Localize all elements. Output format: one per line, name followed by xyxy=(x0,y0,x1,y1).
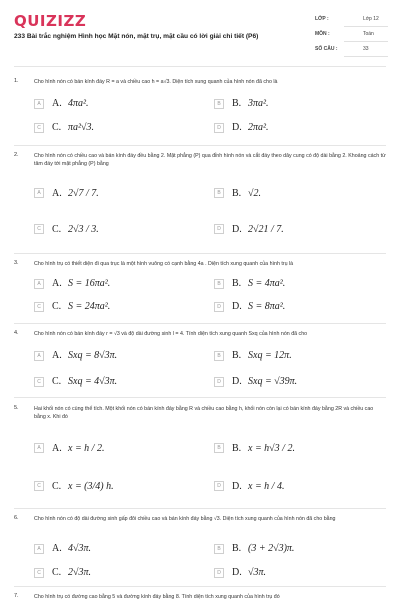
option-letter: B. xyxy=(232,98,242,109)
question-text: Hai khối nón có cùng thể tích. Một khối nón có bán kính đáy bằng R và chiều cao bằng h, khối nón còn lại có bán kính đáy bằng 2R và chiều cao bằng x. Khi đó xyxy=(34,406,374,420)
option-letter: C. xyxy=(52,301,62,312)
meta-key: SỐ CÂU : xyxy=(315,46,338,52)
option-letter: A. xyxy=(52,443,62,454)
option-answer: 3πa². xyxy=(248,98,269,109)
option-answer: S = 4πa². xyxy=(248,278,286,289)
meta-key: MÔN : xyxy=(315,31,330,37)
question-text: Cho hình trụ có đường cao bằng 5 và đường kính đáy bằng 8. Tính diện tích xung quanh của hình trụ đó xyxy=(34,594,280,600)
question-number: 3. xyxy=(14,260,19,266)
header xyxy=(0,0,400,64)
option-answer: S = 8πa². xyxy=(248,301,286,312)
quizizz-logo[interactable]: QUIZIZZ xyxy=(14,12,87,30)
option-answer: 4√3π. xyxy=(68,543,91,554)
option-letter: A. xyxy=(52,350,62,361)
option-box[interactable]: A xyxy=(34,99,44,109)
divider xyxy=(344,26,388,27)
option-box[interactable]: D xyxy=(214,481,224,491)
page-title: 233 Bài trắc nghiệm Hình học Mặt nón, mặt trụ, mặt cầu có lời giải chi tiết (P6) xyxy=(14,33,259,40)
question-text: Cho hình nón có bán kính đáy R = a và chiều cao h = a√3. Diện tích xung quanh của hình nón đã cho là xyxy=(34,79,278,85)
question-number: 1. xyxy=(14,78,19,84)
question-divider xyxy=(14,508,386,509)
option-letter: B. xyxy=(232,188,242,199)
option-answer: S = 16πa². xyxy=(68,278,111,289)
option-answer: 2√3 / 3. xyxy=(68,224,99,235)
option-answer: Sxq = 4√3π. xyxy=(68,376,118,387)
option-letter: C. xyxy=(52,567,62,578)
option-letter: A. xyxy=(52,188,62,199)
option-letter: D. xyxy=(232,122,242,133)
option-box[interactable]: A xyxy=(34,544,44,554)
question-divider xyxy=(14,145,386,146)
option-box[interactable]: B xyxy=(214,279,224,289)
question-divider xyxy=(14,323,386,324)
option-box[interactable]: A xyxy=(34,188,44,198)
option-answer: S = 24πa². xyxy=(68,301,111,312)
option-box[interactable]: C xyxy=(34,302,44,312)
option-answer: 2√3π. xyxy=(68,567,91,578)
option-box[interactable]: B xyxy=(214,188,224,198)
option-letter: D. xyxy=(232,481,242,492)
question-number: 4. xyxy=(14,330,19,336)
question-text: Cho hình trụ có thiết diện đi qua trục là một hình vuông có cạnh bằng 4a . Diện tích xung quanh của hình trụ là xyxy=(34,261,294,267)
question-text: Cho hình nón có độ dài đường sinh gấp đôi chiều cao và bán kính đáy bằng √3. Diện tích xung quanh của hình nón đã cho bằng xyxy=(34,516,336,522)
option-answer: (3 + 2√3)π. xyxy=(248,543,295,554)
option-answer: Sxq = 8√3π. xyxy=(68,350,118,361)
option-box[interactable]: B xyxy=(214,99,224,109)
option-answer: Sxq = 12π. xyxy=(248,350,292,361)
option-letter: C. xyxy=(52,224,62,235)
divider xyxy=(344,41,388,42)
option-letter: B. xyxy=(232,543,242,554)
option-box[interactable]: B xyxy=(214,443,224,453)
option-letter: D. xyxy=(232,301,242,312)
option-box[interactable]: D xyxy=(214,302,224,312)
option-letter: C. xyxy=(52,481,62,492)
option-letter: B. xyxy=(232,443,242,454)
option-letter: B. xyxy=(232,350,242,361)
option-box[interactable]: C xyxy=(34,377,44,387)
question-number: 6. xyxy=(14,515,19,521)
option-answer: x = h / 2. xyxy=(68,443,105,454)
option-box[interactable]: A xyxy=(34,279,44,289)
option-box[interactable]: D xyxy=(214,224,224,234)
question-number: 5. xyxy=(14,405,19,411)
option-box[interactable]: C xyxy=(34,123,44,133)
option-letter: A. xyxy=(52,543,62,554)
meta-value: Toán xyxy=(363,31,374,37)
question-number: 2. xyxy=(14,152,19,158)
question-text: Cho hình nón có chiều cao và bán kính đáy đều bằng 2. Mặt phẳng (P) qua đỉnh hình nón và cắt đáy theo dây cung có độ dài bằng 2. Khoảng cách từ tâm đáy tới mặt phẳng (P) bằng xyxy=(34,153,386,167)
option-box[interactable]: C xyxy=(34,481,44,491)
option-answer: 2πa². xyxy=(248,122,269,133)
option-answer: x = h / 4. xyxy=(248,481,285,492)
option-box[interactable]: B xyxy=(214,351,224,361)
option-letter: D. xyxy=(232,224,242,235)
option-letter: D. xyxy=(232,376,242,387)
option-box[interactable]: D xyxy=(214,568,224,578)
option-answer: √2. xyxy=(248,188,261,199)
option-box[interactable]: D xyxy=(214,123,224,133)
option-box[interactable]: C xyxy=(34,224,44,234)
question-number: 7. xyxy=(14,593,19,599)
option-box[interactable]: A xyxy=(34,351,44,361)
option-answer: x = h√3 / 2. xyxy=(248,443,295,454)
meta-value: Lớp 12 xyxy=(363,16,379,22)
question-divider xyxy=(14,253,386,254)
option-answer: 2√21 / 7. xyxy=(248,224,284,235)
option-letter: A. xyxy=(52,278,62,289)
question-divider xyxy=(14,586,386,587)
option-answer: πa²√3. xyxy=(68,122,94,133)
option-letter: B. xyxy=(232,278,242,289)
option-answer: 2√7 / 7. xyxy=(68,188,99,199)
option-box[interactable]: D xyxy=(214,377,224,387)
question-text: Cho hình nón có bán kính đáy r = √3 và độ dài đường sinh l = 4. Tính diện tích xung quanh Sxq của hình nón đã cho xyxy=(34,331,308,337)
option-box[interactable]: C xyxy=(34,568,44,578)
header-divider xyxy=(14,66,386,67)
meta-value: 33 xyxy=(363,46,369,52)
option-letter: C. xyxy=(52,376,62,387)
option-letter: A. xyxy=(52,98,62,109)
option-letter: D. xyxy=(232,567,242,578)
option-answer: √3π. xyxy=(248,567,266,578)
option-answer: Sxq = √39π. xyxy=(248,376,298,387)
option-letter: C. xyxy=(52,122,62,133)
question-divider xyxy=(14,397,386,398)
divider xyxy=(344,56,388,57)
option-box[interactable]: B xyxy=(214,544,224,554)
option-box[interactable]: A xyxy=(34,443,44,453)
meta-key: LỚP : xyxy=(315,16,329,22)
option-answer: 4πa². xyxy=(68,98,89,109)
option-answer: x = (3/4) h. xyxy=(68,481,114,492)
